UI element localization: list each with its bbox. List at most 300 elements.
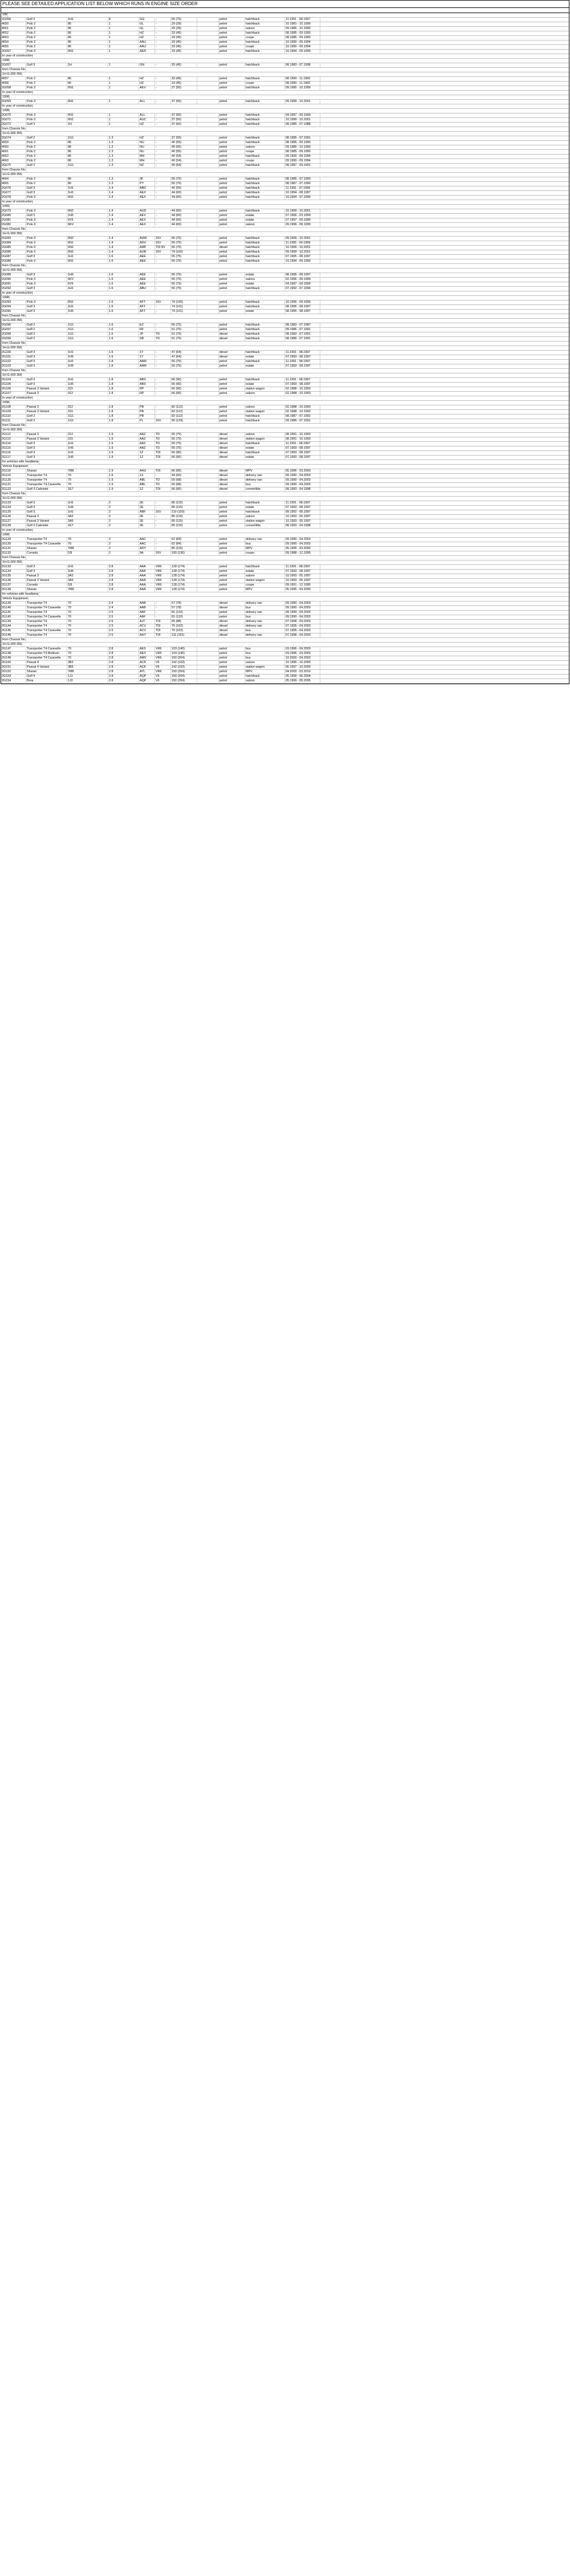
section-label: 1999 (2, 205, 9, 208)
table-cell: 16V (155, 300, 171, 304)
table-cell: 08.1987 - 07.1991 (285, 415, 320, 419)
table-cell: petrol (219, 611, 245, 615)
table-cell: AAA (139, 565, 155, 569)
table-cell: 142 (193) (171, 665, 197, 669)
table-cell: Golf 3 (26, 305, 67, 309)
table-cell: AUB (139, 250, 155, 254)
table-cell: 2G086 (1, 250, 26, 254)
section-label: to year of construction (2, 54, 33, 58)
table-cell: saloon (245, 433, 285, 437)
table-cell: Golf 3 (26, 364, 67, 368)
table-cell: hatchback (245, 305, 285, 309)
table-cell: - (155, 538, 171, 542)
table-cell: 09.1991 - 12.1995 (285, 583, 320, 587)
table-cell: 62 (84) (171, 538, 197, 542)
table-cell (197, 542, 219, 546)
table-cell: petrol (219, 579, 245, 583)
table-cell: 6N1 (67, 113, 108, 117)
table-cell: 09.1990 - 04.2003 (285, 483, 320, 487)
table-cell: Passat 3 Variant (26, 410, 67, 414)
table-cell: petrol (219, 36, 245, 40)
table-cell: - (155, 209, 171, 213)
table-cell: 2G074 (1, 136, 26, 140)
table-cell: 37 (50) (171, 100, 197, 104)
table-cell: TDI (155, 451, 171, 455)
table-cell: coupe (245, 159, 285, 163)
table-cell: - (155, 355, 171, 359)
table-cell: hatchback (245, 77, 285, 81)
table-cell: 2.8 (108, 647, 139, 651)
table-cell (197, 164, 219, 168)
table-cell (197, 469, 219, 473)
table-cell: 07.1998 - 04.2003 (285, 620, 320, 624)
table-row (1, 419, 569, 424)
table-cell: petrol (219, 22, 245, 26)
table-cell: ABD (139, 186, 155, 190)
table-cell: petrol (219, 551, 245, 555)
table-row (1, 113, 569, 118)
table-cell: 82 (112) (171, 405, 197, 409)
table-cell: Golf 2 (26, 337, 67, 341)
table-row (1, 182, 569, 186)
table-row (1, 633, 569, 638)
table-cell: hatchback (245, 351, 285, 355)
table-cell: 1.8 (108, 364, 139, 368)
section-label: 1998 (2, 59, 9, 62)
table-cell: 1 (108, 86, 139, 90)
table-cell: 16V (155, 419, 171, 423)
table-cell: RP (139, 392, 155, 396)
table-cell: 2G057 (1, 50, 26, 54)
table-cell: 10.1990 - 09.1994 (285, 40, 320, 44)
table-cell: PB (139, 410, 155, 414)
table-cell: TDI (155, 487, 171, 491)
table-cell: hatchback (245, 136, 285, 140)
table-cell: 1H1 (67, 360, 108, 364)
table-cell: 2.8 (108, 565, 139, 569)
table-row (1, 364, 569, 369)
table-cell: Golf 2 (26, 328, 67, 332)
section-label-row (1, 59, 569, 63)
table-cell: TDI 8V (155, 246, 171, 250)
table-cell: 55 (75) (171, 433, 197, 437)
table-cell: estate (245, 355, 285, 359)
table-row (1, 615, 569, 620)
table-cell: 2G139 (1, 602, 26, 606)
table-cell: Transporter T4 Caravelle (26, 606, 67, 610)
table-row (1, 661, 569, 665)
table-cell: 1.3 (108, 145, 139, 149)
table-cell: Polo 3 (26, 278, 67, 282)
table-cell: 1Z (139, 451, 155, 455)
table-cell: 1G1 (67, 323, 108, 327)
table-cell: GL (139, 27, 155, 31)
table-cell: petrol (219, 305, 245, 309)
table-cell: delivery van (245, 620, 285, 624)
table-cell: 7M8 (67, 547, 108, 551)
table-cell: Polo 3 (26, 300, 67, 304)
table-row (1, 36, 569, 40)
table-row (1, 246, 569, 250)
table-cell: 2G154 (1, 679, 26, 683)
table-cell: SB (139, 337, 155, 341)
table-cell: Golf 3 (26, 383, 67, 387)
table-cell: 6N1 (67, 118, 108, 122)
table-cell: Transporter T4 Caravelle (26, 629, 67, 633)
table-cell: 37 (50) (171, 113, 197, 117)
table-cell: estate (245, 506, 285, 510)
table-cell (197, 451, 219, 455)
table-cell: hatchback (245, 442, 285, 446)
section-label: to year of construction (2, 529, 33, 532)
table-cell: petrol (219, 278, 245, 282)
table-cell: 09.1988 - 12.1995 (285, 551, 320, 555)
table-cell: - (155, 82, 171, 86)
table-cell: petrol (219, 419, 245, 423)
table-cell: 55 (75) (171, 182, 197, 186)
table-cell: 40 (55) (171, 145, 197, 149)
table-row (1, 656, 569, 661)
table-cell: 1.4 (108, 250, 139, 254)
table-cell: 05.1995 - 03.2000 (285, 588, 320, 592)
table-cell: 103 (140) (171, 652, 197, 656)
table-cell: 50 (68) (171, 478, 197, 482)
table-cell: 08.1985 - 09.1990 (285, 141, 320, 145)
table-cell: 07.1993 - 08.1997 (285, 456, 320, 460)
section-label: for vehicles with headlamp (2, 460, 39, 464)
table-cell: petrol (219, 392, 245, 396)
table-cell: 2.8 (108, 665, 139, 669)
table-cell: 1.4 (108, 218, 139, 222)
table-cell: 1.3 (108, 164, 139, 168)
table-cell: AHW (139, 237, 155, 241)
table-cell: coupe (245, 150, 285, 154)
table-cell: 44 (60) (171, 223, 197, 227)
table-cell: 1G1 (67, 164, 108, 168)
table-cell: 1H1 (67, 191, 108, 195)
table-cell: 11.1991 - 08.1997 (285, 442, 320, 446)
table-cell: 2G058 (1, 86, 26, 90)
table-cell: - (155, 136, 171, 140)
table-cell: 1.6 (108, 255, 139, 259)
table-cell: petrol (219, 538, 245, 542)
table-cell: 02.1996 - 09.1999 (285, 278, 320, 282)
table-cell: hatchback (245, 182, 285, 186)
table-cell: 09.1990 - 04.2003 (285, 606, 320, 610)
table-cell: 11.1991 - 08.1997 (285, 351, 320, 355)
table-cell: Golf 3 (26, 570, 67, 574)
table-cell: AAM (139, 364, 155, 368)
table-cell: 08.1991 - 10.1993 (285, 433, 320, 437)
table-cell (197, 250, 219, 254)
table-cell: 2G104 (1, 378, 26, 382)
table-cell: 09.1990 - 04.2003 (285, 615, 320, 619)
section-label-row (1, 529, 569, 533)
table-cell: petrol (219, 675, 245, 678)
table-cell: hatchback (245, 419, 285, 423)
table-cell: hatchback (245, 18, 285, 22)
table-cell: - (155, 123, 171, 127)
table-cell: 3B2 (67, 661, 108, 665)
table-cell (197, 524, 219, 528)
table-cell: 10.1990 - 09.1994 (285, 45, 320, 49)
table-cell: AEV (139, 86, 155, 90)
table-row (1, 223, 569, 227)
table-cell: 2.5 (108, 633, 139, 637)
table-cell: AAB (139, 602, 155, 606)
table-cell: 2G098 (1, 332, 26, 336)
table-cell: - (155, 86, 171, 90)
table-cell: Passat 4 (26, 661, 67, 665)
table-cell: 1.4 (108, 241, 139, 245)
table-row (1, 670, 569, 675)
table-cell: RF (139, 328, 155, 332)
table-row (1, 410, 569, 415)
table-cell: - (155, 77, 171, 81)
table-cell (197, 360, 219, 364)
table-cell: 1Z (139, 456, 155, 460)
table-cell: TDI (155, 620, 171, 624)
table-cell: petrol (219, 583, 245, 587)
table-cell: diesel (219, 337, 245, 341)
table-row (1, 437, 569, 442)
table-cell (197, 410, 219, 414)
table-cell: hatchback (245, 63, 285, 67)
table-cell: diesel (219, 442, 245, 446)
table-cell: Sharan (26, 469, 67, 473)
table-cell: petrol (219, 50, 245, 54)
table-cell: 2.4 (108, 602, 139, 606)
table-cell: hatchback (245, 360, 285, 364)
table-cell: Corrado (26, 551, 67, 555)
table-cell (197, 446, 219, 450)
table-cell: AAA (139, 570, 155, 574)
table-cell: 1.9 (108, 446, 139, 450)
table-cell: 08.1993 - 04.1998 (285, 524, 320, 528)
section-label: 1998 (2, 533, 9, 537)
table-cell: - (155, 186, 171, 190)
table-cell: 16V (155, 551, 171, 555)
table-cell: 09.1986 - 07.1991 (285, 328, 320, 332)
table-cell: AHY (139, 633, 155, 637)
table-cell (197, 155, 219, 159)
table-cell: 2G121 (1, 483, 26, 487)
table-cell: 1H1 (67, 565, 108, 569)
table-cell: 1.6 (108, 328, 139, 332)
table-row (1, 474, 569, 478)
table-cell: - (155, 118, 171, 122)
table-cell: 1H5 (67, 446, 108, 450)
section-label-row (1, 465, 569, 469)
table-cell: 07.1993 - 08.1997 (285, 364, 320, 368)
table-cell: 08.1985 - 07.1990 (285, 177, 320, 181)
table-cell: 81 (110) (171, 611, 197, 615)
table-cell: 1.6 (108, 282, 139, 286)
table-cell (197, 474, 219, 478)
table-cell: 4663 (1, 159, 26, 163)
table-cell: TD (155, 332, 171, 336)
table-cell: - (155, 45, 171, 49)
section-label-row (1, 638, 569, 643)
table-row (1, 328, 569, 332)
table-cell: 04.1997 - 09.1999 (285, 282, 320, 286)
table-cell: 4654 (1, 40, 26, 44)
table-cell (197, 570, 219, 574)
section-label: from Chassis No. (2, 424, 26, 427)
table-cell: 1H (67, 123, 108, 127)
table-cell: - (155, 278, 171, 282)
table-row (1, 624, 569, 629)
table-cell: 2G150 (1, 661, 26, 665)
table-cell: 1G1 (67, 337, 108, 341)
table-cell: 86 (67, 182, 108, 186)
table-cell: diesel (219, 633, 245, 637)
table-cell: diesel (219, 478, 245, 482)
table-cell: 1H1 (67, 510, 108, 514)
table-cell: 1.9 (108, 456, 139, 460)
table-cell: petrol (219, 524, 245, 528)
table-cell: diesel (219, 451, 245, 455)
table-cell: 33 (45) (171, 31, 197, 35)
table-cell: 86 (67, 77, 108, 81)
table-cell: 08.1991 - 10.1993 (285, 437, 320, 441)
table-cell: 02.1988 - 10.1993 (285, 410, 320, 414)
table-cell: 09.1985 - 10.1990 (285, 145, 320, 149)
table-cell: 2.4 (108, 606, 139, 610)
table-cell: 6N2 (67, 246, 108, 250)
table-cell (197, 478, 219, 482)
table-cell: hatchback (245, 675, 285, 678)
table-cell: 1.9 (108, 483, 139, 487)
table-cell: AAA (139, 583, 155, 587)
table-cell: 2G108 (1, 405, 26, 409)
table-cell: bus (245, 656, 285, 660)
table-cell: AYL (139, 670, 155, 674)
table-cell: 2G113 (1, 437, 26, 441)
table-cell: 05.1999 - 06.2004 (285, 675, 320, 678)
table-cell: Transporter T4 (26, 611, 67, 615)
table-cell: - (155, 113, 171, 117)
table-cell: AFT (139, 305, 155, 309)
table-cell: saloon (245, 223, 285, 227)
table-row (1, 524, 569, 529)
section-label-row (1, 314, 569, 319)
table-cell: petrol (219, 515, 245, 519)
table-row (1, 273, 569, 278)
table-cell: 1H1 (67, 305, 108, 309)
table-cell: 1.8 (108, 378, 139, 382)
table-cell: hatchback (245, 164, 285, 168)
table-cell: 66 (90) (171, 383, 197, 387)
table-cell: 4655 (1, 45, 26, 49)
table-cell: hatchback (245, 177, 285, 181)
table-cell: 33 (45) (171, 82, 197, 86)
table-cell: - (155, 100, 171, 104)
table-row (1, 77, 569, 82)
table-cell: 29 (39) (171, 27, 197, 31)
table-cell (197, 515, 219, 519)
table-cell: AEX (139, 214, 155, 218)
table-cell: 86 (67, 45, 108, 49)
table-cell: 44 (60) (171, 209, 197, 213)
table-cell: saloon (245, 405, 285, 409)
table-cell: Golf 3 (26, 510, 67, 514)
table-cell: petrol (219, 241, 245, 245)
table-cell: estate (245, 282, 285, 286)
table-cell: AFH (139, 241, 155, 245)
table-cell: Passat 3 Variant (26, 387, 67, 391)
table-cell: Golf 3 (26, 273, 67, 277)
table-cell (197, 123, 219, 127)
table-cell: 2G100 (1, 351, 26, 355)
table-cell: convertible (245, 524, 285, 528)
table-cell: 4664 (1, 177, 26, 181)
table-cell: Golf 3 (26, 351, 67, 355)
table-cell: 2G133 (1, 565, 26, 569)
table-cell: 6N1 (67, 86, 108, 90)
table-cell: 2G117 (1, 456, 26, 460)
table-cell: AJT (139, 620, 155, 624)
table-cell: 07.1993 - 08.1997 (285, 446, 320, 450)
table-cell (197, 82, 219, 86)
table-cell: MPV (245, 588, 285, 592)
table-cell: TD (155, 433, 171, 437)
table-cell: AEE (139, 255, 155, 259)
table-cell: 2.8 (108, 656, 139, 660)
section-label-row (1, 428, 569, 433)
table-row (1, 570, 569, 574)
table-cell: Polo 3 (26, 118, 67, 122)
table-cell: 09.1990 - 04.2003 (285, 474, 320, 478)
table-cell: 50 (68) (171, 483, 197, 487)
table-cell: Transporter T4 Caravelle (26, 542, 67, 546)
table-cell: 74 (101) (171, 310, 197, 314)
table-cell: - (155, 287, 171, 291)
table-cell: 1H5 (67, 273, 108, 277)
table-cell: 128 (174) (171, 583, 197, 587)
table-cell: hatchback (245, 323, 285, 327)
table-cell: hatchback (245, 328, 285, 332)
table-cell: 1.8 (108, 360, 139, 364)
table-cell: - (155, 360, 171, 364)
table-cell: AFT (139, 300, 155, 304)
table-cell: Golf 3 (26, 378, 67, 382)
table-cell: Transporter T4 (26, 474, 67, 478)
table-cell: 1H (67, 63, 108, 67)
table-cell: 2G078 (1, 196, 26, 200)
table-cell: 40 (55) (171, 150, 197, 154)
table-cell (197, 583, 219, 587)
table-cell (197, 218, 219, 222)
table-cell: hatchback (245, 250, 285, 254)
table-cell: 1H5 (67, 383, 108, 387)
table-cell: 2G109 (1, 410, 26, 414)
table-cell: 1G1 (67, 328, 108, 332)
table-cell: 55 (75) (171, 364, 197, 368)
table-cell: Passat 3 Variant (26, 437, 67, 441)
table-cell: Polo 2 (26, 22, 67, 26)
table-cell (197, 136, 219, 140)
table-cell: 4665 (1, 182, 26, 186)
table-cell: Golf 3 (26, 451, 67, 455)
table-cell: 1H5 (67, 506, 108, 510)
table-cell: 09.1999 - 10.2001 (285, 100, 320, 104)
table-cell: VR6 (155, 574, 171, 578)
table-cell: - (155, 351, 171, 355)
table-row (1, 679, 569, 684)
table-cell: 2G092 (1, 287, 26, 291)
table-cell: 55 (75) (171, 241, 197, 245)
